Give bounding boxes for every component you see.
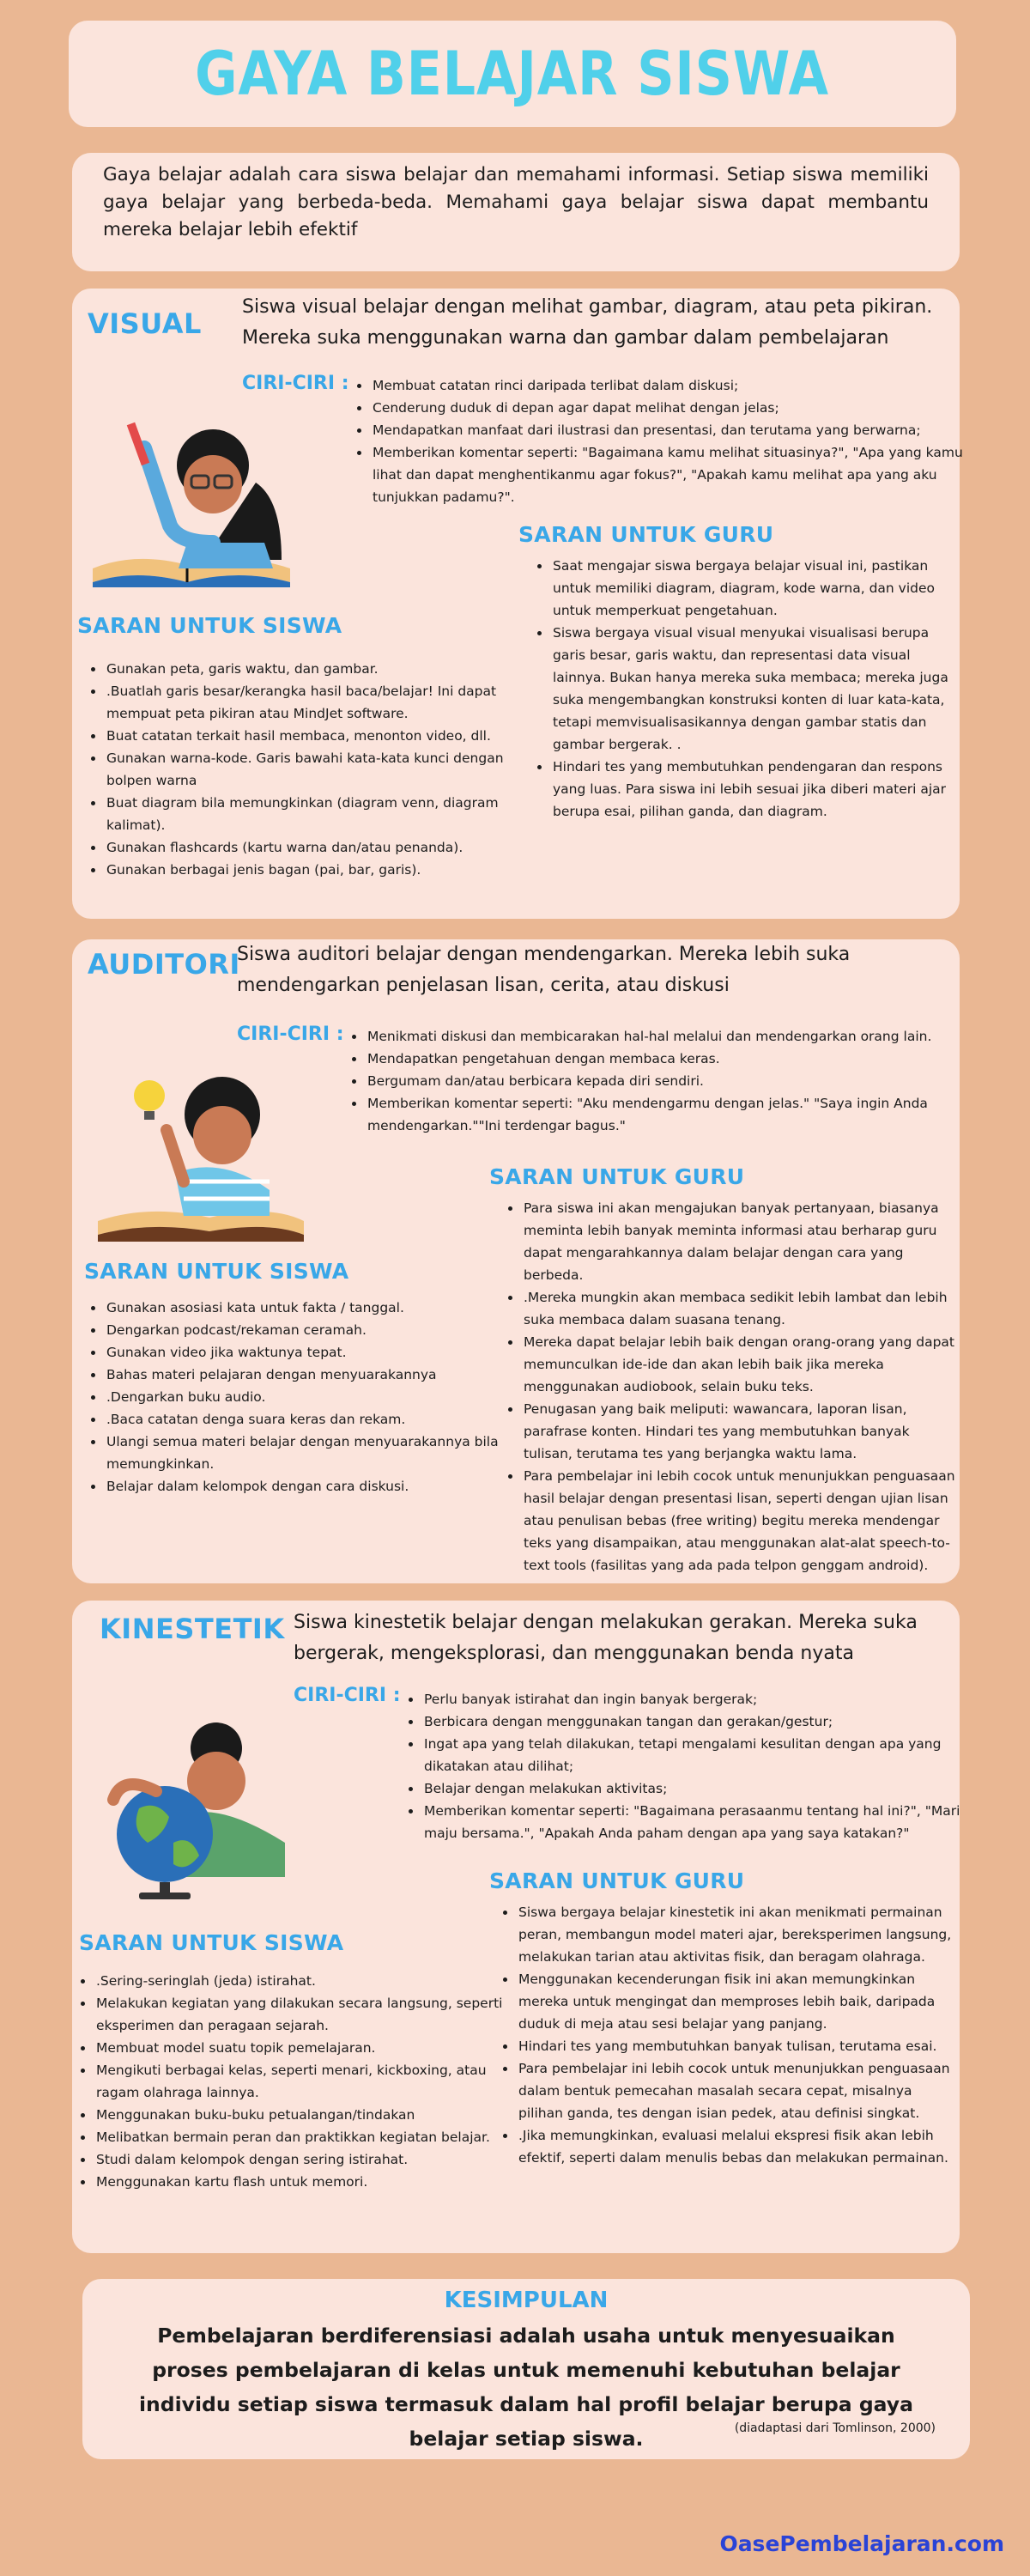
list-item: • Para pembelajar ini lebih cocok untuk menunjukkan penguasaan dalam bentuk pemecahan masalah secara cepat, misalnya pilihan ganda, tes dengan isian pedek, atau definisi singkat. (517, 2057, 954, 2124)
saran-siswa-heading: SARAN UNTUK SISWA (79, 1930, 344, 1955)
saran-guru-heading: SARAN UNTUK GURU (518, 522, 774, 547)
saran-guru-heading: SARAN UNTUK GURU (489, 1164, 745, 1189)
list-item: • Para pembelajar ini lebih cocok untuk menunjukkan penguasaan hasil belajar dengan presentasi lisan, seperti dengan ujian lisan atau penulisan bebas (free writing) begitu mereka mendengar teks yang disampaikan, atau menggunakan alat-alat speech-to-text tools (fasilitas yang ada pada telpon genggam android). (522, 1465, 960, 1577)
list-item: • Siswa bergaya visual visual menyukai visualisasi berupa garis besar, garis waktu, dan representasi data visual lainnya. Bukan hanya mereka suka membaca; mereka juga suka mengembangkan konstruksi konten di luar kata-kata, tetapi memvisualisasikannya dengan gambar statis dan gambar bergerak. . (551, 622, 963, 756)
list-item: • Bahas materi pelajaran dengan menyuarakannya (105, 1364, 525, 1386)
list-item: • Menggunakan buku-buku petualangan/tindakan (94, 2104, 515, 2126)
list-item: • .Dengarkan buku audio. (105, 1386, 525, 1408)
list-item: • Dengarkan podcast/rekaman ceramah. (105, 1319, 525, 1341)
list-item: • .Jika memungkinkan, evaluasi melalui ekspresi fisik akan lebih efektif, seperti dalam menulis bebas dan melakukan permainan. (517, 2124, 954, 2169)
section-title: AUDITORI (88, 948, 240, 981)
ciri-label: CIRI-CIRI : (294, 1685, 401, 1706)
list-item: • Ingat apa yang telah dilakukan, tetapi mengalami kesulitan dengan apa yang dikatakan atau dilihat; (422, 1733, 963, 1777)
saran-guru-list (506, 1197, 960, 1577)
ciri-label: CIRI-CIRI : (237, 1024, 344, 1045)
list-item: • Mereka dapat belajar lebih baik dengan orang-orang yang dapat memunculkan ide-ide dan akan lebih baik jika mereka menggunakan audiobook, selain buku teks. (522, 1331, 960, 1398)
list-item: • Mendapatkan manfaat dari ilustrasi dan presentasi, dan terutama yang berwarna; (371, 419, 963, 441)
list-item: • Membuat catatan rinci daripada terlibat dalam diskusi; (371, 374, 963, 397)
list-item: • Gunakan warna-kode. Garis bawahi kata-kata kunci dengan bolpen warna (105, 747, 534, 792)
section-visual (72, 289, 963, 919)
section-auditori (72, 939, 960, 1583)
ciri-list (355, 374, 963, 508)
conclusion-citation: (diadaptasi dari Tomlinson, 2000) (734, 2421, 936, 2435)
section-description: Siswa kinestetik belajar dengan melakukan gerakan. Mereka suka bergerak, mengeksplorasi, dan menggunakan benda nyata (294, 1612, 918, 1664)
list-item: • Memberikan komentar seperti: "Bagaimana perasaanmu tentang hal ini?", "Mari maju bersama.", "Apakah Anda paham dengan apa yang saya katakan?" (422, 1800, 963, 1844)
list-item: • .Baca catatan denga suara keras dan rekam. (105, 1408, 525, 1431)
list-item: • Buat diagram bila memungkinkan (diagram venn, diagram kalimat). (105, 792, 534, 836)
list-item: • Memberikan komentar seperti: "Bagaimana kamu melihat situasinya?", "Apa yang kamu lihat dan dapat menghentikanmu agar fokus?", "Apakah kamu melihat apa yang aku tunjukkan padamu?". (371, 441, 963, 508)
ciri-label: CIRI-CIRI : (242, 373, 349, 394)
visual-student-illustration (84, 414, 307, 603)
section-kinestetik (72, 1601, 960, 2253)
auditori-student-illustration (81, 1061, 312, 1250)
saran-siswa-heading: SARAN UNTUK SISWA (77, 613, 342, 638)
list-item: • Melibatkan bermain peran dan praktikkan kegiatan belajar. (94, 2126, 515, 2148)
conclusion-heading: KESIMPULAN (444, 2287, 609, 2313)
list-item: • .Mereka mungkin akan membaca sedikit lebih lambat dan lebih suka membaca dalam suasana tenang. (522, 1286, 960, 1331)
saran-guru-list (501, 1901, 954, 2169)
list-item: • Perlu banyak istirahat dan ingin banyak bergerak; (422, 1688, 963, 1710)
list-item: • Gunakan flashcards (kartu warna dan/atau penanda). (105, 836, 534, 859)
footer-site-link[interactable]: OasePembelajaran.com (719, 2531, 1004, 2556)
list-item: • Menggunakan kartu flash untuk memori. (94, 2171, 515, 2193)
list-item: • Saat mengajar siswa bergaya belajar visual ini, pastikan untuk memiliki diagram, diagram, kode warna, dan video untuk memperkuat pengetahuan. (551, 555, 963, 622)
list-item: • Studi dalam kelompok dengan sering istirahat. (94, 2148, 515, 2171)
list-item: • Menikmati diskusi dan membicarakan hal-hal melalui dan mendengarkan orang lain. (366, 1025, 958, 1048)
list-item: • Para siswa ini akan mengajukan banyak pertanyaan, biasanya meminta lebih banyak meminta informasi atau berharap guru dapat mengarahkannya dalam belajar dengan cara yang berbeda. (522, 1197, 960, 1286)
list-item: • Belajar dengan melakukan aktivitas; (422, 1777, 963, 1800)
list-item: • .Buatlah garis besar/kerangka hasil baca/belajar! Ini dapat mempuat peta pikiran atau MindJet software. (105, 680, 534, 725)
conclusion-text: Pembelajaran berdiferensiasi adalah usaha untuk menyesuaikan proses pembelajaran di kelas untuk memenuhi kebutuhan belajar individu setiap siswa termasuk dalam hal profil belajar berupa gaya belajar setiap siswa. (139, 2324, 913, 2451)
list-item: • .Sering-seringlah (jeda) istirahat. (94, 1970, 515, 1992)
list-item: • Penugasan yang baik meliputi: wawancara, laporan lisan, parafrase konten. Hindari tes yang membutuhkan banyak tulisan, terutama tes yang berjangka waktu lama. (522, 1398, 960, 1465)
list-item: • Gunakan asosiasi kata untuk fakta / tanggal. (105, 1297, 525, 1319)
saran-siswa-list (79, 1970, 515, 2193)
intro-card (72, 153, 960, 271)
ciri-list (350, 1025, 958, 1137)
list-item: • Gunakan video jika waktunya tepat. (105, 1341, 525, 1364)
list-item: • Ulangi semua materi belajar dengan menyuarakannya bila memungkinkan. (105, 1431, 525, 1475)
title-card (69, 21, 956, 127)
ciri-list (407, 1688, 963, 1844)
saran-guru-heading: SARAN UNTUK GURU (489, 1868, 745, 1893)
list-item: • Gunakan peta, garis waktu, dan gambar. (105, 658, 534, 680)
section-title: KINESTETIK (100, 1613, 285, 1645)
list-item: • Gunakan berbagai jenis bagan (pai, bar, garis). (105, 859, 534, 881)
list-item: • Menggunakan kecenderungan fisik ini akan memungkinkan mereka untuk mengingat dan memproses lebih baik, daripada duduk di meja atau sesi belajar yang panjang. (517, 1968, 954, 2035)
list-item: • Mengikuti berbagai kelas, seperti menari, kickboxing, atau ragam olahraga lainnya. (94, 2059, 515, 2104)
list-item: • Melakukan kegiatan yang dilakukan secara langsung, seperti eksperimen dan peragaan sejarah. (94, 1992, 515, 2037)
list-item: • Hindari tes yang membutuhkan pendengaran dan respons yang luas. Para siswa ini lebih sesuai jika diberi materi ajar berupa esai, pilihan ganda, dan diagram. (551, 756, 963, 823)
saran-guru-list (536, 555, 963, 823)
list-item: • Berbicara dengan menggunakan tangan dan gerakan/gestur; (422, 1710, 963, 1733)
kinestetik-student-illustration (88, 1714, 319, 1903)
intro-text: Gaya belajar adalah cara siswa belajar dan memahami informasi. Setiap siswa memiliki gaya belajar yang berbeda-beda. Memahami gaya belajar siswa dapat membantu mereka belajar lebih efektif (103, 164, 929, 240)
list-item: • Hindari tes yang membutuhkan banyak tulisan, terutama esai. (517, 2035, 954, 2057)
saran-siswa-list (89, 1297, 525, 1498)
list-item: • Siswa bergaya belajar kinestetik ini akan menikmati permainan peran, membangun model materi ajar, bereksperimen langsung, melakukan tarian atau aktivitas fisik, dan beragam olahraga. (517, 1901, 954, 1968)
list-item: • Membuat model suatu topik pemelajaran. (94, 2037, 515, 2059)
list-item: • Buat catatan terkait hasil membaca, menonton video, dll. (105, 725, 534, 747)
saran-siswa-list (89, 658, 534, 881)
conclusion-card (82, 2279, 970, 2459)
saran-siswa-heading: SARAN UNTUK SISWA (84, 1259, 349, 1284)
list-item: • Memberikan komentar seperti: "Aku mendengarmu dengan jelas." "Saya ingin Anda mendengarkan.""Ini terdengar bagus." (366, 1092, 958, 1137)
section-title: VISUAL (88, 307, 202, 340)
list-item: • Cenderung duduk di depan agar dapat melihat dengan jelas; (371, 397, 963, 419)
page-title: GAYA BELAJAR SISWA (195, 39, 830, 109)
list-item: • Bergumam dan/atau berbicara kepada diri sendiri. (366, 1070, 958, 1092)
list-item: • Belajar dalam kelompok dengan cara diskusi. (105, 1475, 525, 1498)
section-description: Siswa visual belajar dengan melihat gambar, diagram, atau peta pikiran. Mereka suka menggunakan warna dan gambar dalam pembelajaran (242, 296, 933, 349)
list-item: • Mendapatkan pengetahuan dengan membaca keras. (366, 1048, 958, 1070)
section-description: Siswa auditori belajar dengan mendengarkan. Mereka lebih suka mendengarkan penjelasan lisan, cerita, atau diskusi (237, 944, 851, 996)
